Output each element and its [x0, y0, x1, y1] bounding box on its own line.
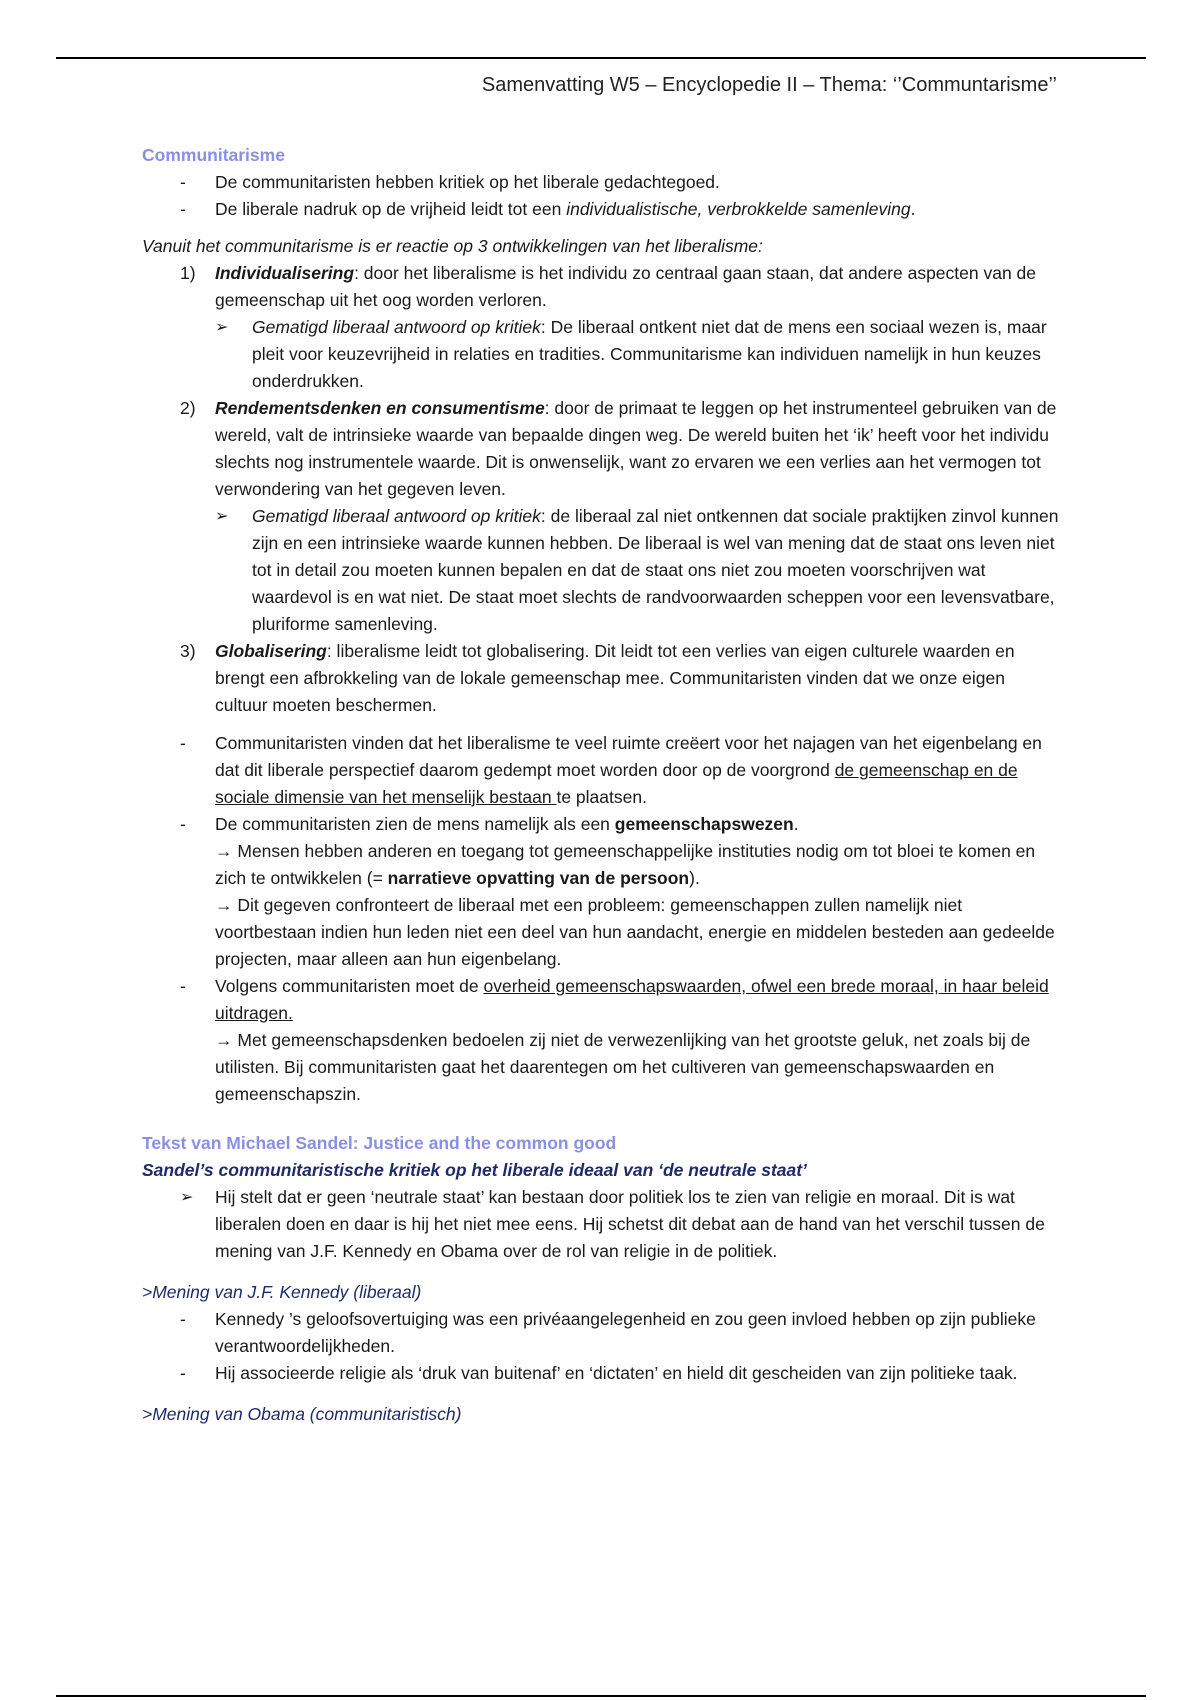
bullet-text: De communitaristen hebben kritiek op het liberale gedachtegoed. — [215, 172, 720, 192]
sub-term: Gematigd liberaal antwoord op kritiek — [252, 317, 541, 337]
footer-rule — [56, 1695, 1146, 1697]
sub-term: Gematigd liberaal antwoord op kritiek — [252, 506, 541, 526]
arrow-item: ➢ Hij stelt dat er geen ‘neutrale staat’ kan bestaan door politiek los te zien van religie en moraal. Dit is wat liberalen doen en daar is hij het niet mee eens. Hij schetst dit debat aan de hand van het verschil tussen de mening van J.F. Kennedy en Obama over de rol van religie in de politiek. — [142, 1184, 1062, 1265]
bold-term: gemeenschapswezen — [614, 814, 794, 834]
page-header: Samenvatting W5 – Encyclopedie II – Thema: ‘’Communtarisme’’ — [481, 74, 1057, 96]
underlined-phrase: overheid gemeenschapswaarden, ofwel een brede moraal, in haar beleid uitdragen. — [215, 976, 1049, 1023]
item-term: Individualisering — [215, 263, 355, 283]
bullet-item: - De liberale nadruk op de vrijheid leidt tot een individualistische, verbrokkelde samenleving. — [142, 196, 1062, 223]
item-text: : door het liberalisme is het individu zo centraal gaan staan, dat andere aspecten van de gemeenschap uit het oog worden verloren. — [215, 263, 1037, 310]
item-number: 3) — [180, 641, 196, 661]
kennedy-heading: >Mening van J.F. Kennedy (liberaal) — [142, 1282, 422, 1302]
bullet-item: - Kennedy ’s geloofsovertuiging was een privéaangelegenheid en zou geen invloed hebben op zijn publieke verantwoordelijkheden. — [142, 1306, 1062, 1360]
dash-marker: - — [180, 172, 186, 192]
section-heading-sandel: Tekst van Michael Sandel: Justice and the common good — [142, 1133, 617, 1153]
arrow-bullet-icon: ➢ — [180, 1189, 194, 1206]
dash-marker: - — [180, 976, 186, 996]
dash-marker: - — [180, 199, 186, 219]
item-number: 2) — [180, 398, 196, 418]
numbered-item-2 — [142, 395, 1062, 503]
sub-text: : De liberaal ontkent niet dat de mens een sociaal wezen is, maar pleit voor keuzevrijheid in relaties en tradities. Communitarisme kan individuen namelijk in hun keuzes onderdrukken. — [252, 317, 1047, 391]
document-body — [142, 142, 1062, 1428]
bullet-item — [142, 169, 1062, 196]
sub-text: : de liberaal zal niet ontkennen dat sociale praktijken zinvol kunnen zijn en een intrinsieke waarde kunnen hebben. De liberaal is wel van mening dat de staat ons leven niet tot in detail zou moeten kunnen bepalen en dat de staat ons niet zou moeten voorschrijven wat waardevol is en wat niet. De staat moet slechts de randvoorwaarden scheppen voor een levensvatbare, pluriforme samenleving. — [252, 506, 1059, 634]
underlined-phrase: de gemeenschap en de sociale dimensie van het menselijk bestaan — [215, 760, 1018, 807]
item-text: : liberalisme leidt tot globalisering. Dit leidt tot een verlies van eigen culturele waarden en brengt een afbrokkeling van de lokale gemeenschap mee. Communitaristen vinden dat we onze eigen cultuur moeten beschermen. — [215, 641, 1015, 715]
dash-marker: - — [180, 733, 186, 753]
intro-sentence: Vanuit het communitarisme is er reactie op 3 ontwikkelingen van het liberalisme: — [142, 236, 763, 256]
arrow-bullet-icon: ➢ — [215, 319, 229, 336]
item-text: : door de primaat te leggen op het instrumenteel gebruiken van de wereld, valt de intrinsieke waarde van bepaalde dingen weg. De wereld buiten het ‘ik’ heeft voor het individu slechts nog instrumentele waarde. Dit is onwenselijk, want zo ervaren we een verlies aan het vermogen tot verwondering van het gegeven leven. — [215, 398, 1057, 499]
bold-term: narratieve opvatting van de persoon — [387, 868, 690, 888]
bullet-item: - De communitaristen zien de mens namelijk als een gemeenschapswezen. → Mensen hebben anderen en toegang tot gemeenschappelijke instituties nodig om tot bloei te komen en zich te ontwikkelen (= narratieve opvatting van de persoon). → Dit gegeven confronteert de liberaal met een probleem: gemeenschappen zullen namelijk niet voortbestaan indien hun leden niet een deel van hun aandacht, energie en middelen besteden aan gedeelde projecten, maar alleen aan hun eigenbelang. — [142, 811, 1062, 973]
dash-marker: - — [180, 1309, 186, 1329]
header-rule — [56, 57, 1146, 59]
item-term: Globalisering — [215, 641, 327, 661]
section-subheading: Sandel’s communitaristische kritiek op het liberale ideaal van ‘de neutrale staat’ — [142, 1160, 807, 1180]
numbered-item-1 — [142, 260, 1062, 314]
item-number: 1) — [180, 263, 196, 283]
arrow-bullet-icon: ➢ — [215, 508, 229, 525]
sub-item — [142, 503, 1062, 638]
obama-heading: >Mening van Obama (communitaristisch) — [142, 1404, 462, 1424]
item-term: Rendementsdenken en consumentisme — [215, 398, 545, 418]
bullet-item: - Communitaristen vinden dat het liberalisme te veel ruimte creëert voor het najagen van het eigenbelang en dat dit liberale perspectief daarom gedempt moet worden door op de voorgrond de gemeenschap en de sociale dimensie van het menselijk bestaan te plaatsen. — [142, 730, 1062, 811]
section-heading-communitarisme: Communitarisme — [142, 145, 285, 165]
bullet-text: De liberale nadruk op de vrijheid leidt tot een — [215, 199, 562, 219]
sub-item — [142, 314, 1062, 395]
bullet-item: - Volgens communitaristen moet de overheid gemeenschapswaarden, ofwel een brede moraal, in haar beleid uitdragen. → Met gemeenschapsdenken bedoelen zij niet de verwezenlijking van het grootste geluk, net zoals bij de utilisten. Bij communitaristen gaat het daarentegen om het cultiveren van gemeenschapswaarden en gemeenschapszin. — [142, 973, 1062, 1108]
dash-marker: - — [180, 1363, 186, 1383]
bullet-item: - Hij associeerde religie als ‘druk van buitenaf’ en ‘dictaten’ en hield dit gescheiden van zijn politieke taak. — [142, 1360, 1062, 1387]
bullet-emphasis: individualistische, verbrokkelde samenleving — [566, 199, 911, 219]
numbered-item-3 — [142, 638, 1062, 719]
dash-marker: - — [180, 814, 186, 834]
